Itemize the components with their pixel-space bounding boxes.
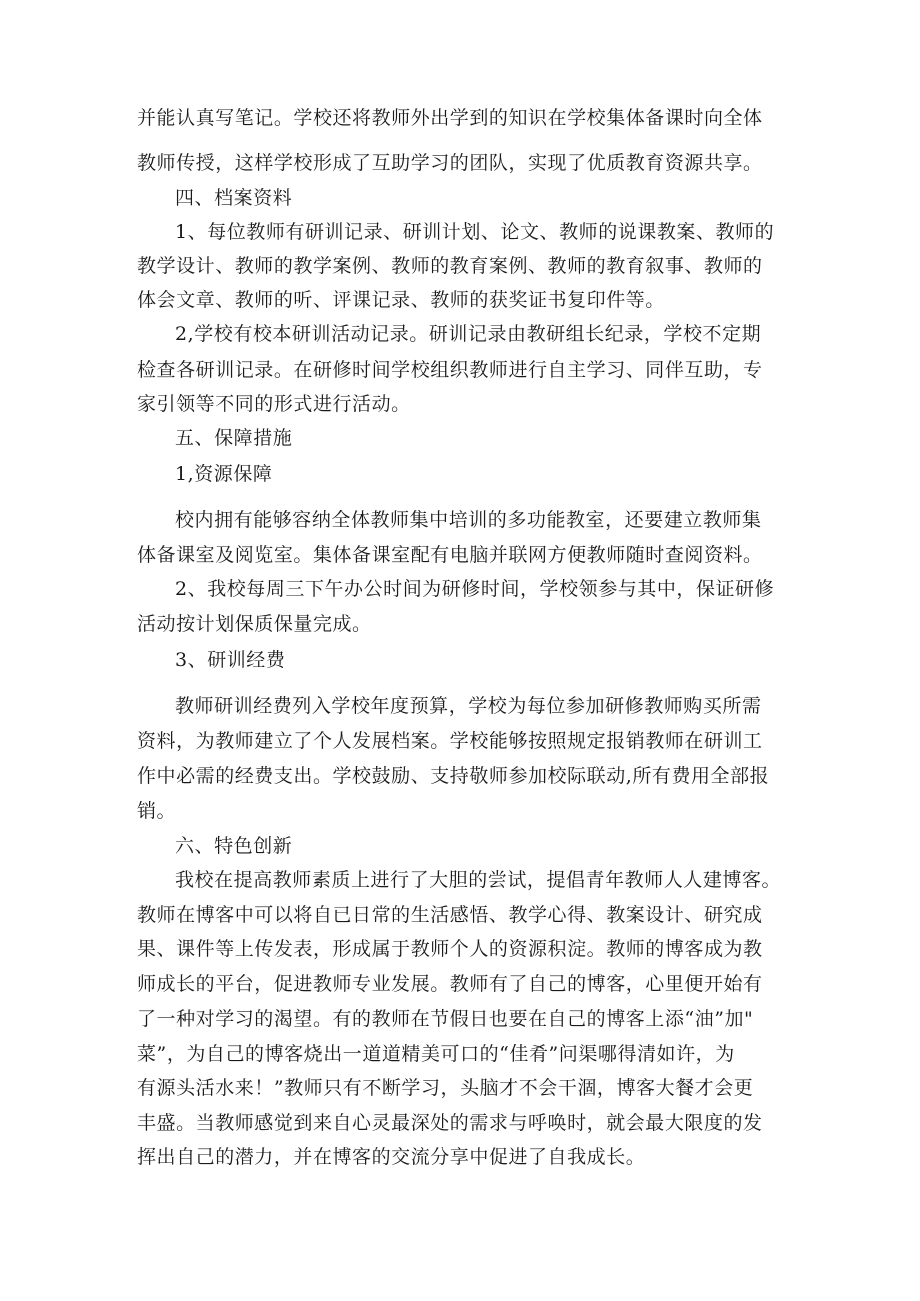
- line-text: 菜”，为自己的博客烧出一道道精美可口的“佳肴”问渠哪得清如许，为: [137, 1043, 735, 1065]
- line-text: 我校在提高教师素质上进行了大胆的尝试，提倡青年教师人人建博客。: [175, 869, 782, 891]
- line-text: 教学设计、教师的教学案例、教师的教育案例、教师的教育叙事、教师的: [137, 255, 763, 277]
- heading-text: 五、保障措施: [175, 427, 293, 449]
- line-text: 教师在博客中可以将自已日常的生活感悟、教学心得、教案设计、研究成: [137, 904, 763, 926]
- heading-text: 六、特色创新: [175, 835, 293, 857]
- line-text: 1、每位教师有研训记录、研训计划、论文、教师的说课教案、教师的: [175, 221, 775, 243]
- heading-text: 1,资源保障: [175, 463, 273, 485]
- line-text: 2,学校有校本研训活动记录。研训记录由教研组长纪录，学校不定期: [175, 323, 762, 345]
- line-text: 果、课件等上传发表，形成属于教师个人的资源积淀。教师的博客成为教: [137, 938, 763, 960]
- line-text: 校内拥有能够容纳全体教师集中培训的多功能教室，还要建立教师集: [175, 509, 762, 531]
- heading-text: 四、档案资料: [175, 187, 293, 209]
- text-line: [0, 791, 920, 831]
- text-line: [0, 999, 920, 1039]
- text-line: [0, 929, 920, 969]
- text-line: [0, 1137, 920, 1177]
- text-line: [0, 604, 920, 644]
- text-line: [0, 314, 920, 354]
- line-text: 师成长的平台，促进教师专业发展。教师有了自己的博客，心里便开始有: [137, 973, 763, 995]
- text-line: [0, 1068, 920, 1108]
- heading-text: 3、研训经费: [175, 649, 286, 671]
- line-text: 有源头活水来！”教师只有不断学习，头脑才不会干涸，博客大餐才会更: [137, 1077, 754, 1099]
- section-heading: [0, 418, 920, 458]
- text-line: [0, 98, 920, 138]
- line-text: 教师传授，这样学校形成了互助学习的团队，实现了优质教育资源共享。: [137, 152, 763, 174]
- text-line: [0, 756, 920, 796]
- text-line: [0, 686, 920, 726]
- line-text: 2、我校每周三下午办公时间为研修时间，学校领参与其中，保证研修: [175, 578, 775, 600]
- line-text: 并能认真写笔记。学校还将教师外出学到的知识在学校集体备课时向全体: [137, 107, 763, 129]
- text-line: [0, 500, 920, 540]
- line-text: 体备课室及阅览室。集体备课室配有电脑并联网方便教师随时查阅资料。: [137, 544, 763, 566]
- line-text: 挥出自己的潜力，并在博客的交流分享中促进了自我成长。: [137, 1146, 646, 1168]
- subsection-heading: [0, 640, 920, 680]
- line-text: 销。: [137, 800, 177, 822]
- line-text: 体会文章、教师的听、评课记录、教师的获奖证书复印件等。: [137, 289, 665, 311]
- line-text: 了一种对学习的渴望。有的教师在节假日也要在自己的博客上添“油”加": [137, 1008, 754, 1030]
- line-text: 教师研训经费列入学校年度预算，学校为每位参加研修教师购买所需: [175, 695, 762, 717]
- line-text: 资料，为教师建立了个人发展档案。学校能够按照规定报销教师在研训工: [137, 730, 763, 752]
- line-text: 家引领等不同的形式进行活动。: [137, 393, 411, 415]
- text-line: [0, 143, 920, 183]
- text-line: [0, 721, 920, 761]
- line-text: 活动按计划保质保量完成。: [137, 613, 372, 635]
- line-text: 丰盛。当教师感觉到来自心灵最深处的需求与呼唤时，就会最大限度的发: [137, 1112, 763, 1134]
- text-line: [0, 860, 920, 900]
- text-line: [0, 569, 920, 609]
- line-text: 作中必需的经费支出。学校鼓励、支持敬师参加校际联动,所有费用全部报: [137, 765, 770, 787]
- subsection-heading: [0, 454, 920, 494]
- line-text: 检查各研训记录。在研修时间学校组织教师进行自主学习、同伴互助，专: [137, 359, 763, 381]
- text-line: [0, 964, 920, 1004]
